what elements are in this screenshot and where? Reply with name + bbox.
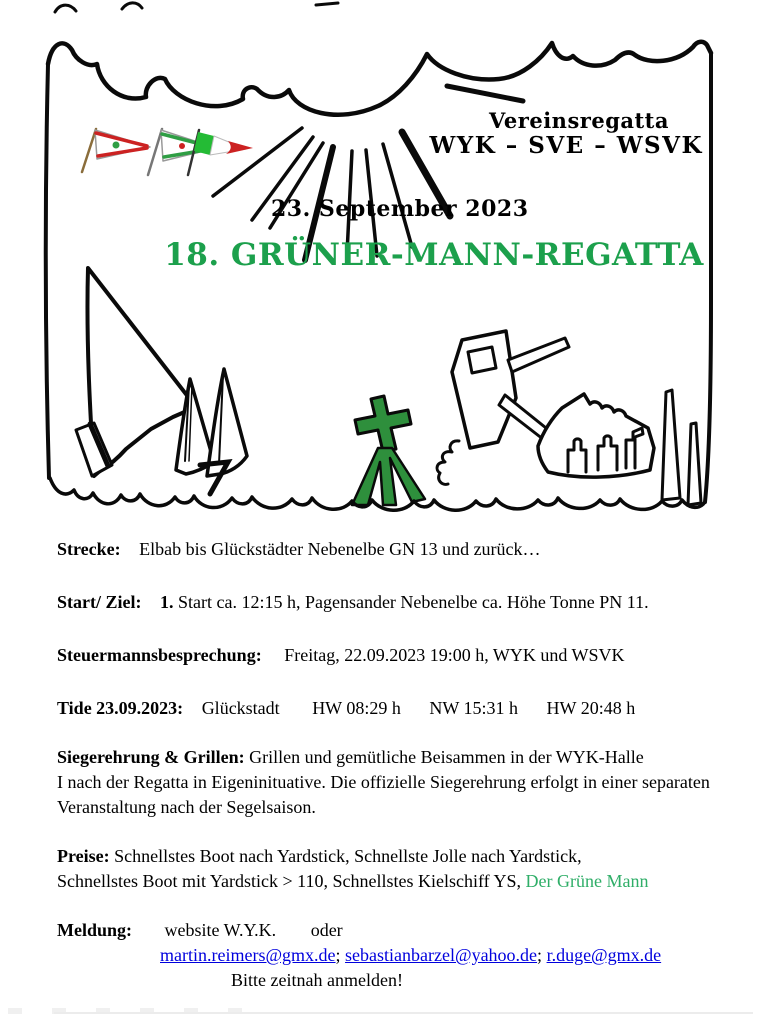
preise-label: Preise: [57, 846, 110, 866]
top-mark-icon [122, 3, 142, 9]
event-date: 23. September 2023 [271, 196, 529, 222]
email-link-1[interactable]: martin.reimers@gmx.de [160, 945, 336, 965]
burgee-red-saltire-icon [82, 129, 150, 172]
preise-text-2: Schnellstes Boot mit Yardstick > 110, Schnellstes Kielschiff YS, [57, 871, 526, 891]
meldung-paragraph [57, 918, 735, 993]
strecke-label: Strecke: [57, 539, 121, 559]
start-ziel-text: Start ca. 12:15 h, Pagensander Nebenelbe ca. Höhe Tonne PN 11. [177, 592, 649, 612]
meldung-oder: oder [310, 920, 343, 940]
meldung-label: Meldung: [57, 920, 133, 940]
meldung-note: Bitte zeitnah anmelden! [231, 970, 403, 990]
right-border-line [705, 53, 711, 502]
email-separator: ; [537, 945, 543, 965]
start-ziel-row [57, 590, 735, 615]
water-line [50, 478, 705, 510]
email-link-2[interactable]: sebastianbarzel@yahoo.de [345, 945, 538, 965]
besprechung-text: Freitag, 22.09.2023 19:00 h, WYK und WSVK [284, 645, 625, 665]
sailboat-middle-icon [176, 369, 247, 494]
cloud-border [48, 42, 711, 115]
meldung-website: website W.Y.K. [164, 920, 277, 940]
start-ziel-label: Start/ Ziel: [57, 592, 142, 612]
preise-highlight: Der Grüne Mann [525, 871, 649, 891]
besprechung-label: Steuermannsbesprechung: [57, 645, 262, 665]
siegerehrung-paragraph [57, 745, 735, 820]
tide-hw1: HW 08:29 h [312, 698, 401, 718]
preise-text-1: Schnellstes Boot nach Yardstick, Schnellste Jolle nach Yardstick, [114, 846, 582, 866]
start-number: 1. [159, 592, 174, 612]
tide-label: Tide 23.09.2023: [57, 698, 184, 718]
tide-hw2: HW 20:48 h [546, 698, 636, 718]
tide-nw: NW 15:31 h [429, 698, 519, 718]
strecke-text: Elbab bis Glückstädter Nebenelbe GN 13 und zurück… [139, 539, 541, 559]
email-link-3[interactable]: r.duge@gmx.de [546, 945, 662, 965]
strecke-row [57, 537, 735, 562]
siegerehrung-text-1: Grillen und gemütliche Beisammen in der WYK-Halle [249, 747, 644, 767]
tide-row [57, 696, 735, 721]
page-title: 18. GRÜNER-MANN-REGATTA [164, 237, 704, 273]
siegerehrung-text-2: I nach der Regatta in Eigeninituative. Die offizielle Siegerehrung erfolgt in einer separaten Veranstaltung nach der Segelsaison. [57, 772, 710, 817]
tower-icon [662, 390, 701, 505]
regatta-type-label: Vereinsregatta [489, 108, 669, 133]
details-block [57, 537, 735, 993]
top-mark-icon [55, 5, 76, 12]
town-silhouette-icon [538, 394, 654, 477]
email-separator: ; [335, 945, 341, 965]
preise-paragraph [57, 844, 735, 894]
siegerehrung-label: Siegerehrung & Grillen: [57, 747, 245, 767]
header-club-block [429, 109, 703, 160]
green-man-icon [352, 396, 425, 505]
besprechung-row [57, 643, 735, 668]
meldung-emails [57, 943, 735, 968]
page-bottom-edge [54, 1012, 753, 1014]
top-mark-icon [316, 3, 338, 5]
clubs-label: WYK – SVE – WSVK [429, 132, 703, 160]
left-border-line [46, 64, 49, 478]
tide-location: Glückstadt [201, 698, 280, 718]
